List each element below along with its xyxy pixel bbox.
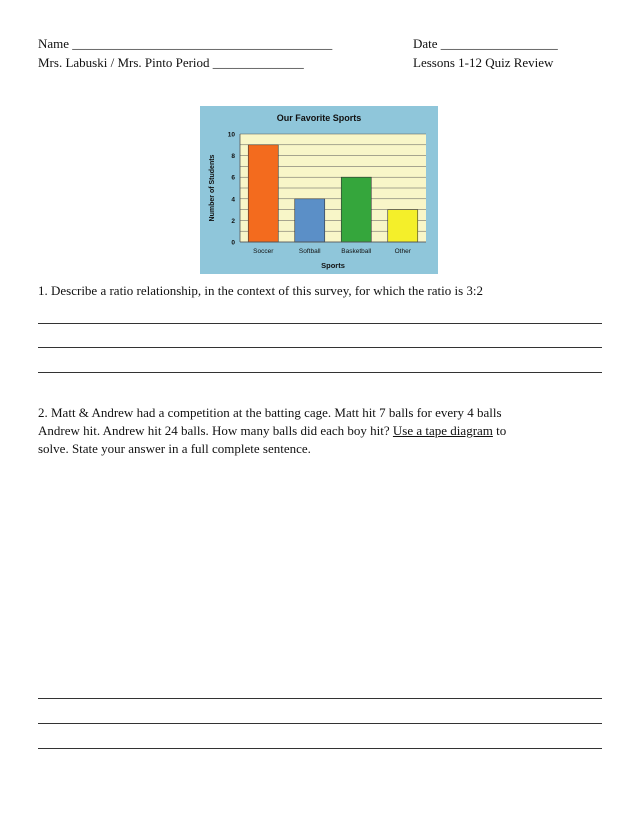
bar-basketball: [341, 177, 371, 242]
answer-line: [38, 748, 602, 749]
y-tick-label: 8: [231, 153, 235, 161]
bar-soccer: [248, 145, 278, 242]
question-1: 1. Describe a ratio relationship, in the context of this survey, for which the ratio is 3:2: [38, 283, 484, 298]
y-tick-label: 4: [231, 196, 235, 204]
bar-softball: [295, 199, 325, 242]
page-title: Lessons 1-12 Quiz Review: [413, 55, 554, 70]
answer-line: [38, 698, 602, 699]
y-tick-label: 10: [227, 131, 235, 139]
answer-line: [38, 372, 602, 373]
teacher-period-line: Mrs. Labuski / Mrs. Pinto Period ______________: [38, 55, 304, 70]
y-tick-label: 6: [231, 174, 235, 182]
question-2-line-2: [38, 422, 506, 440]
x-tick-label: Basketball: [341, 248, 372, 255]
answer-line: [38, 723, 602, 724]
question-2-text-end: to: [496, 423, 507, 438]
name-field-label: Name ________________________________________: [38, 36, 333, 51]
question-2-line-1: 2. Matt & Andrew had a competition at the batting cage. Matt hit 7 balls for every 4 balls: [38, 405, 502, 420]
question-2-text: Andrew hit. Andrew hit 24 balls. How many balls did each boy hit?: [38, 423, 390, 438]
x-tick-label: Softball: [298, 248, 321, 255]
date-field-label: Date __________________: [413, 36, 558, 51]
y-tick-label: 2: [231, 217, 235, 225]
x-tick-label: Soccer: [253, 248, 274, 255]
x-tick-label: Other: [394, 248, 411, 255]
answer-line: [38, 347, 602, 348]
chart-title: Our Favorite Sports: [276, 113, 362, 123]
question-2-line-3: solve. State your answer in a full complete sentence.: [38, 441, 311, 456]
x-axis-label: Sports: [321, 261, 345, 270]
question-2: [38, 404, 506, 458]
answer-line: [38, 323, 602, 324]
y-axis-label: Number of Students: [209, 154, 216, 222]
favorite-sports-bar-chart: [200, 106, 438, 274]
tape-diagram-instruction: Use a tape diagram: [392, 423, 493, 438]
y-tick-label: 0: [231, 239, 235, 247]
bar-other: [388, 210, 418, 242]
